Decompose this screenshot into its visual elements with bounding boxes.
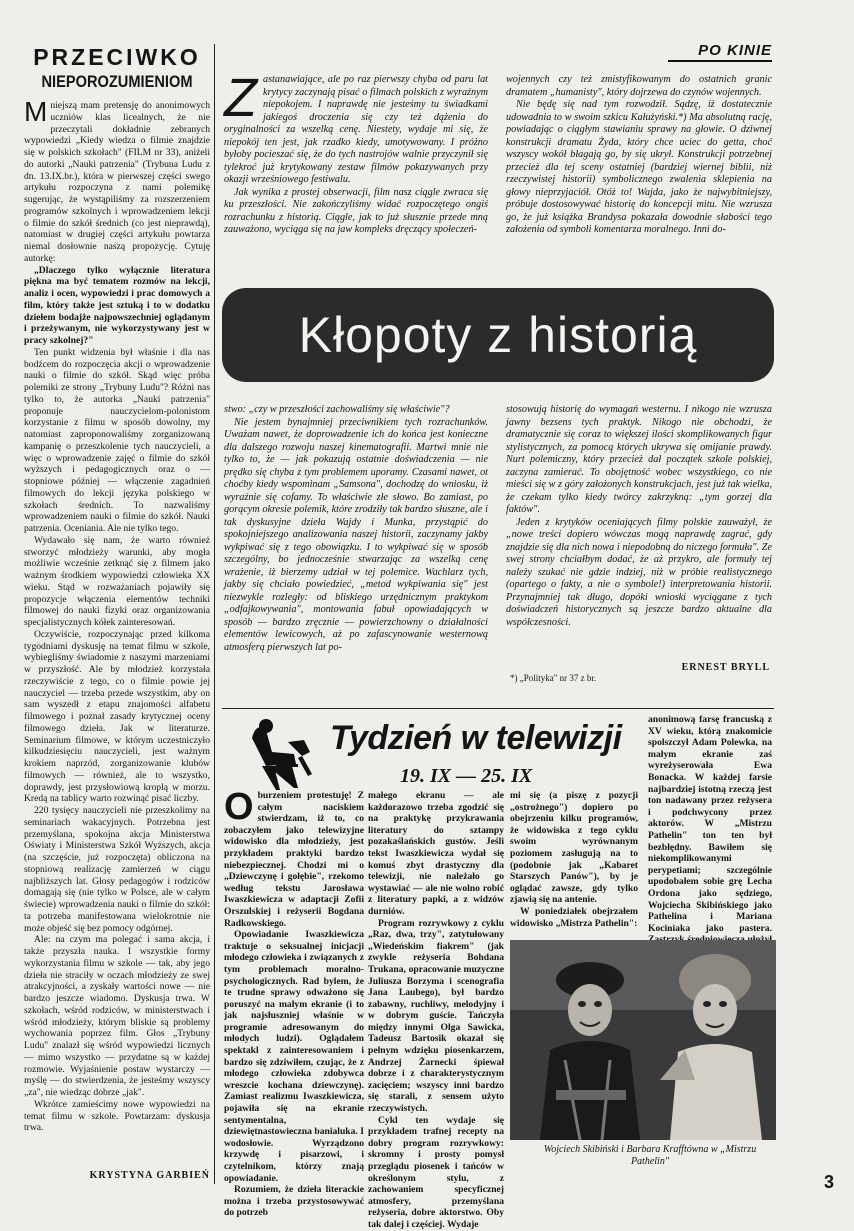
tv-dates: 19. IX — 25. IX: [400, 765, 533, 787]
top-col1-p2: Jak wynika z prostej obserwacji, film nasz ciągle zwraca się ku przeszłości. Nie zakończyliśmy widać rozpoczętego ongiś rozrachunku z historią. Ciągle, jak to już słusznie przede mną zauważono, wyciąga się na jaw kompleks dręczący społeczeń-: [224, 186, 488, 235]
left-p3: Wydawało się nam, że warto również stworzyć młodzieży warunki, aby mogła możliwie wcześnie zetknąć się z filmem jako ważnym środkiem wypowiedzi człowieka XX wieku. Stąd w rozważaniach pojawiły się propozycje włączenia elementów techniki filmowej do nauki fizyki oraz organizowania specjalistycznych kółek zainteresowań.: [24, 534, 210, 628]
tv-col3-p1: mi się (a piszę z pozycji „ostrożnego") dopiero po obejrzeniu kilku programów, że widowiska z tego cyklu swoim wyrównanym poziomem zasługują na to (podobnie jak „Kabaret Starszych Panów"), by je oglądać zawsze, gdy tylko zjawią się na antenie.: [510, 790, 638, 906]
banner-title: Kłopoty z historią: [298, 307, 698, 363]
mid-col2-p1: stosowują historię do wymagań westernu. I nikogo nie wzrusza jawny bezsens tych praktyk. Nikogo nie obchodzi, że dramatycznie się coraz to większej ilości skomplikowanych figur stylistycznych, za pomocą których ukrywa się omijanie prawdy. Nurt polemiczny, który przecież dał początek szkole polskiej, zaczyna zamierać. To obojętność wobec wszystkiego, co nie mieści się w z góry założonych konstrukcjach, jest już tak wielka, że czekam tylko kiedy twórcy zakrzykną: „tym gorzej dla faktów".: [506, 404, 772, 515]
section-label-po-kinie: PO KINIE: [668, 42, 772, 62]
top-col2: [506, 74, 772, 282]
tv-col2-p2: Program rozrywkowy z cyklu „Raz, dwa, trzy", zatytułowany „Wiedeńskim fiakrem" (jak zwykle reżyseria Bohdana Trukana, opracowanie muzyczne Juliusza Borzyma i scenografia Jana Laubego), był bardzo zabawny, ruchliwy, melodyjny i w dobrym guście. Tańczyła między innymi Olga Sawicka, Tadeusz Bartosik okazał się pełnym wdzięku piosenkarzem, Andrzej Żarnecki śpiewał dobrze i z charakterystycznym zacięciem; wszyscy inni bardzo się starali, z sensem użyto rzeczywistych.: [368, 917, 504, 1115]
tv-photo: [510, 940, 776, 1140]
left-dropcap: M: [24, 96, 48, 127]
tv-title: Tydzień w telewizji: [330, 719, 622, 757]
banner-klopoty: [222, 288, 774, 382]
left-quote: „Dlaczego tylko wyłącznie literatura piękna ma być tematem rozmów na lekcji, analiz i ocen, wypowiedzi i prac domowych a film, który także jest sztuką i to w dodatku dziełem bodajże najpowszechniej oglądanym i przeżywanym, nie wykorzystywany jest w pracy szkolnej?": [24, 264, 210, 346]
tv-col1-p3: Rozumiem, że dzieła literackie można i trzeba przystosowywać do potrzeb: [224, 1184, 364, 1219]
top-col1-p1: astanawiające, ale po raz pierwszy chyba od paru lat krytycy zaczynają pisać o filmach polskich z wyraźnym niepokojem. I naprawdę nie jesteśmy tu świadkami jakiegoś droczenia się czy też dążenia do oryginalności za wszelką cenę. Niestety, wydaje mi się, że niepokój ten jest, jak rzadko kiedy, umotywowany. I próżno byłoby pocieszać się, że do tych nastrojów walnie przyczynił się tylekroć już krytykowany zestaw filmów pokazywanych przy okazji wrześniowego festiwalu.: [224, 74, 488, 185]
mid-signature: ERNEST BRYLL: [681, 662, 770, 673]
tv-col1-p1: burzeniem protestuję! Z całym naciskiem stwierdzam, iż to, co zobaczyłem jako telewizyjne widowisko dla młodzieży, jest przykładem praktyki bardzo niebezpiecznej. Chodzi mi o „Dziewczynę i gołębie", rzekomo według tekstu Jarosława Iwaszkiewicza w adaptacji Zofii Orszulskiej i reżyserii Bogdana Radkowskiego.: [224, 790, 364, 929]
tv-col2-p1: małego ekranu — ale każdorazowo trzeba zgodzić się na praktykę przykrawania literatury do sztampy pozakaślańskich gustów. Jeśli tekst Iwaszkiewicza wydał się komuś zbyt drastyczny dla telewizji, nie należało go wystawiać — ale nie wolno robić z literatury papki, a z widzów durniów.: [368, 790, 504, 917]
mid-col2: [506, 404, 772, 658]
mid-footnote: *) „Polityka" nr 37 z br.: [510, 673, 597, 683]
page-number: 3: [823, 1172, 834, 1192]
left-p5: 220 tysięcy nauczycieli nie przeszkolimy na seminariach wakacyjnych. Potrzebna jest przemyślana, spokojna akcja Ministerstwa Oświaty i Ministerstwa Szkół Wyższych, akcja (na szczęście, już rozpoczęta) obliczona na stopniową realizację zamierzeń w ciągu najbliższych lat. Głosy pedagogów i rodziców domagają się (nie tylko w Polsce, ale w całym świecie) wprowadzenia nauki o filmie do szkół: ta potrzeba manifestowana wielokrotnie nie może objeść się bez pomocy odgórnej.: [24, 805, 210, 934]
left-signature: KRYSTYNA GARBIEŃ: [89, 1170, 210, 1181]
tv-viewer-illustration: [232, 712, 322, 792]
left-p4: Oczywiście, rozpoczynając przed kilkoma tygodniami dyskusję na temat filmu w szkole, wybiegliśmy świadomie z naszymi marzeniami w przyszłość. Ale by młodzież korzystała rzeczywiście z tego, co o filmie powie jej nauczyciel — trzeba przede wszystkim, aby on sam wyszedł z etapu znajomości alfabetu filmowego i poznał zasady krytycznej oceny filmowego dzieła. Jak w literaturze. Seminarium filmowe, w którym uczestniczyło kilkudziesięciu nauczycieli, jest ważnym krokiem naprzód, zorganizowanie klubów filmowych — również, ale to wszystko, doprawdy, jest przysłowiową kroplą w morzu. Kredą na tablicy warto rozwinąć pisać liczby.: [24, 628, 210, 805]
tv-col1: [224, 786, 364, 1219]
left-title-line2: NIEPOROZUMIENIOM: [41, 72, 193, 91]
tv-col3: [510, 790, 638, 934]
top-dropcap: Z: [224, 68, 257, 128]
top-col1: [224, 68, 488, 282]
tv-col4-p1: anonimową farsę francuską z XV wieku, którą znakomicie spolszczył Adam Polewka, na małym ekranie zaś wyreżyserowała Ewa Bonacka. W każdej farsie najbardziej istotną rzeczą jest ton nadawany przez reżysera i podchwycony przez aktorów. W „Mistrzu Pathelin" ton ten był bezbłędny. Bawiłem się niekomplikowanymi perypetiami; szczególnie upodobałem sobie grę Lecha Ordona jako sędziego, Wojciecha Skibińskiego jako Pathelina i Mariana Kociniaka jako pastera.: [648, 714, 772, 934]
mid-col2-p2: Jeden z krytyków oceniających filmy polskie zauważył, że „nowe treści dopiero wówczas mogą naprawdę zagrać, gdy znajdzie się dla nich nowa i niepodobną do niczego formuła". Ze swej strony chciałbym dodać, że aż przykro, ale formuły tej należy szukać nie gdzie indziej, niż w próbie realistycznego (opartego o fakty, a nie o symbole!) interpretowania historii. Przynajmniej tak długo, dopóki wnioski wyciągane z tych doświadczeń historycznych są jeszcze bardzo aktualne dla współczesności.: [506, 516, 772, 628]
left-p1: niejszą mam pretensję do anonimowych uczniów klas licealnych, że nie przeczytali dokładnie zebranych wypowiedzi „Kiedy wiedza o filmie znajdzie się w polskich szkołach" (FILM nr 33), aniżeli do autorki „Nauki patrzenia" (Trybuna Ludu z dn. 13.IX.br.), która w pierwszej części swego artykułu rozpoczyna z nami polemikę sugerując, że wystąpiliśmy za rozszerzeniem programów szkolnych i wprowadzeniem lekcji o filmie do szkół średnich (co jest nieprawdą), natomiast w drugiej części artykułu powtarza niemal dosłownie naszą propozycję. Cytuję autorkę:: [24, 100, 210, 264]
tv-col1-p2: Opowiadanie Iwaszkiewicza traktuje o seksualnej inicjacji młodego człowieka i związanych z tym problemach moralno-psychologicznych. Rad bylem, że te trudne sprawy odważono się poruszyć na małym ekranie (i to jak najsłuszniej właśnie w programie adresowanym do młodych ludzi). Oglądałem spektakl z zainteresowaniem i bardzo się zdziwiłem, czując, że z młodego człowieka zdobywca wreszcie kochana dziewczynę). Zamiast realizmu Iwaszkiewicza, pojawiła się na ekranie sentymentalna, dziewiętnastowieczna banialuka. I wodosłowie. Wyrządzono krzywdę i pisarzowi, i czytelnikom, którzy znają opowiadanie.: [224, 929, 364, 1184]
mid-col1: [224, 404, 488, 704]
tv-col4: [648, 714, 772, 934]
left-title-line1: PRZECIWKO: [33, 44, 201, 70]
mid-bottom-rule: [222, 708, 774, 709]
tv-col3-p2: W poniedziałek obejrzałem widowisko „Mistrza Pathelin":: [510, 905, 638, 929]
left-body: [24, 96, 210, 1168]
top-col2-p1: wojennych czy też zmistyfikowanym do ostatnich granic dramatem „humanisty", który dojrzewa do czynów wojennych.: [506, 74, 772, 98]
mid-col1-p1: stwo: „czy w przeszłości zachowaliśmy się właściwie"?: [224, 404, 450, 415]
tv-photo-caption: Wojciech Skibiński i Barbara Krafftówna w „Mistrzu Pathelin": [543, 1144, 757, 1167]
tv-col2-p3: Cykl ten wydaje się przykładem trafnej recepty na dobry program rozrywkowy: skromny i prosty pomysł przeglądu piosenek i tańców w określonym stylu, z zachowaniem specyficznej atmosfery, przemyślana reżyseria, dobre aktorstwo. Oby tak dalej i częściej. Wydaje: [368, 1114, 504, 1230]
tv-photo-image: [510, 940, 776, 1140]
left-p2: Ten punkt widzenia był właśnie i dla nas bodźcem do rozpoczęcia akcji o wprowadzenie nauki o filmie do szkół. Skąd więc próba polemiki ze strony „Trybuny Ludu"? Różni nas tylko to, że autorka „Nauki patrzenia" proponuje nauczycielom-polonistom korzystanie z filmu w sposób dowolny, my natomiast zaproponowaliśmy zorganizowaną kampanię o przeszkolenie tych nauczycieli, a więc o wprowadzenie zajęć o filmie do szkół wyższych i pedagogicznych oraz o — stopniowe później — włączenie zagadnień filmowych do lekcji języka polskiego w szkołach średnich. To nazwaliśmy wprowadzeniem nauki o filmie do szkół. Nauki patrzenia. Oceniania. Ale nie tylko tego.: [24, 346, 210, 534]
left-article: [24, 44, 210, 1184]
left-p6: Ale: na czym ma polegać i sama akcja, i także przyszła nauka. I wszystkie formy wykorzystania filmu w szkole — tak, aby jego dzieła nie straciły w oczach młodzieży ze swej atrakcyjności, a zyskały wartości nowe — nie bardzo jeszcze wiadomo. Dyskusja trwa. W szkołach, wśród rodziców, w ministerstwach i wśród młodzieży, którym bliskie są problemy wychowania poprzez film. Głos „Trybuny Ludu" znalazł się wśród wypowiedzi licznych — mimo wszystko — przydatne są w każdej rozmowie. Wyjaśnienie postaw wystarczy — myślę — do stwierdzenia, że jesteśmy wszyscy „za", nie wiedząc dobrze „jak".: [24, 934, 210, 1098]
left-column-rule: [214, 44, 215, 1184]
mid-col1-p2: Nie jestem bynajmniej przeciwnikiem tych rozrachunków. Uważam nawet, że doprowadzenie ich do końca jest konieczne dla dalszego rozwoju naszej kinematografii. Martwi mnie nie tylko to, że — jak pokazują ostatnie doświadczenia — nie prędko się chyba z tym problemem uporamy. Czasami nawet, ot choćby kiedy wspominam „Samsona", dochodzę do wniosku, iż wyraźnie się cofamy. To właściwie złe słowo. Bo zamiast, po gorącym okresie polemik, które zrodziły tak bardzo słuszne, ale i tak dyskusyjne dzieła Wajdy i Munka, przystąpić do spokojniejszego analizowania naszej historii, zaczynamy jakby wykpiwać się z tego obowiązku. I to wykpiwać się w sposób szczególny, bo jednocześnie stwarzając za wszelką cenę wrażenie, iż bierzemy udział w tej polemice. Wachlarz tych, jakby się chciało powiedzieć, „metod wykpiwania się" jest niezwykle rozległy: od bliskiego urzędnicznym praktykom „odfajkowywania", montowania fabuł opowiadających w sposób — bardzo zręcznie — powierzchowny o działalności elementów lewicowych, aż po zafascynowanie westernową atmosferą pierwszych lat po-: [224, 416, 488, 653]
tv-col2: [368, 790, 504, 1230]
tv-dropcap: O: [224, 786, 254, 828]
top-col2-p2: Nie będę się nad tym rozwodził. Sądzę, iż dostatecznie udowadnia to w swoim szkicu Kałużyński.*) Ma absolutną rację, powiadając o ciągłym stawianiu sprawy na głowie. O dziwnej konstrukcji dramatu Żyda, który chce uciec do getta, choć wszyscy wokół błagają go, by się ukrył. Konstrukcji potrzebnej przecież dla tej sceny ostatniej (bardziej wiernej biblii, niż rzeczywistej historii) symbolicznego zwalenia sklepienia na głowy nieprzyjaciół. Otóż to! Wajda, jako że najwybitniejszy, próbuje dostosowywać historię do koncepcji mitu. Nie wzrusza go, że już książka Brandysa pokazała dowodnie słabości tego założenia od symboli komentarza moralnego. Inni do-: [506, 99, 772, 235]
left-p7: Wkrótce zamieścimy nowe wypowiedzi na temat filmu w szkole. Powtarzam: dyskusja trwa.: [24, 1098, 210, 1134]
